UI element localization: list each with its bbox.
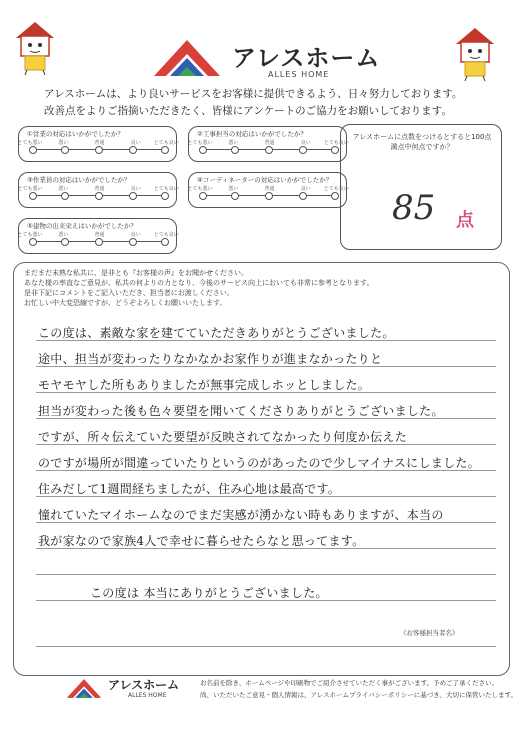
rating-option[interactable] xyxy=(61,192,69,200)
question-box-1 xyxy=(18,126,177,162)
ruled-line xyxy=(36,574,496,575)
scale-label: とても悪い xyxy=(17,140,43,146)
comment-line: モヤモヤした所もありましたが無事完成しホッとしました。 xyxy=(38,378,371,392)
scale-label: とても良い xyxy=(153,232,179,238)
score-unit: 点 xyxy=(456,210,474,231)
mascot-left-icon xyxy=(12,18,58,76)
comment-instruction: まだまだ未熟な私共に、是非とも『お客様の声』をお聞かせください。 xyxy=(24,269,248,277)
scale-label: 悪い xyxy=(58,140,69,146)
scale-label: 良い xyxy=(130,186,141,192)
footer-text-1: お名前を除き、ホームページや印刷物でご紹介させていただく事がございます。予めご了承ください。 xyxy=(200,679,499,687)
question-box-3 xyxy=(18,172,177,208)
question-label: ③作業員の対応はいかがでしたか？ xyxy=(27,176,131,184)
rating-scale[interactable] xyxy=(187,140,349,159)
scale-label: とても良い xyxy=(153,186,179,192)
scale-label: 普通 xyxy=(94,140,105,146)
rating-option[interactable] xyxy=(331,192,339,200)
comment-instruction: あなた様の率直なご意見が、私共の何よりの力となり、今後のサービス向上においても非常に参考となります。 xyxy=(24,279,374,287)
footer-text-2: 尚、いただいたご意見・個人情報は、アレスホームプライバシーポリシーに基づき、大切に保管いたします。 xyxy=(200,691,517,699)
brand-sub: ALLES HOME xyxy=(268,70,330,79)
rating-option[interactable] xyxy=(231,192,239,200)
scale-label: とても悪い xyxy=(17,186,43,192)
scale-label: とても悪い xyxy=(187,186,213,192)
scale-label: 悪い xyxy=(58,232,69,238)
rating-option[interactable] xyxy=(61,146,69,154)
rating-option[interactable] xyxy=(129,146,137,154)
question-label: ⑤建物の出来栄えはいかがでしたか？ xyxy=(27,222,137,230)
rating-scale[interactable] xyxy=(17,186,179,205)
rating-option[interactable] xyxy=(95,192,103,200)
rating-option[interactable] xyxy=(199,146,207,154)
signature-label: 《お客様担当者名》 xyxy=(400,629,459,637)
intro-line-1: アレスホームは、より良いサービスをお客様に提供できるよう、日々努力しております。 xyxy=(44,88,463,100)
question-box-2 xyxy=(188,126,347,162)
footer-brand-sub: ALLES HOME xyxy=(128,692,167,699)
comment-line: 担当が変わった後も色々要望を聞いてくださりありがとうございました。 xyxy=(38,404,444,418)
comment-line: 憧れていたマイホームなのでまだ実感が湧かない時もありますが、本当の xyxy=(38,508,444,522)
footer-brand-name: アレスホーム xyxy=(108,678,180,692)
rating-option[interactable] xyxy=(29,192,37,200)
question-box-4 xyxy=(188,172,347,208)
comment-line: ですが、所々伝えていた要望が反映されてなかったり何度か伝えた xyxy=(38,430,408,444)
scale-label: 良い xyxy=(300,140,311,146)
rating-option[interactable] xyxy=(95,146,103,154)
scale-label: 普通 xyxy=(94,232,105,238)
rating-option[interactable] xyxy=(95,238,103,246)
comment-instruction: 是非下記にコメントをご記入いただき、担当者にお渡しください。 xyxy=(24,289,234,297)
rating-option[interactable] xyxy=(161,146,169,154)
rating-scale[interactable] xyxy=(17,232,179,251)
signature-line xyxy=(36,646,496,647)
score-value[interactable]: 85 xyxy=(392,188,436,228)
scale-label: 普通 xyxy=(94,186,105,192)
scale-label: とても良い xyxy=(323,186,349,192)
question-label: ④コーディネーターの対応はいかがでしたか？ xyxy=(197,176,333,184)
rating-option[interactable] xyxy=(299,192,307,200)
comment-line: のですが場所が間違っていたりというのがあったので少しマイナスにしました。 xyxy=(38,456,480,470)
comment-line: この度は 本当にありがとうございました。 xyxy=(90,586,328,600)
rating-scale[interactable] xyxy=(17,140,179,159)
rating-option[interactable] xyxy=(299,146,307,154)
comment-line: この度は、素敵な家を建てていただきありがとうございました。 xyxy=(38,326,395,340)
scale-label: 良い xyxy=(130,232,141,238)
rating-option[interactable] xyxy=(29,146,37,154)
scale-label: 良い xyxy=(130,140,141,146)
mascot-right-icon xyxy=(452,24,498,82)
brand-logo-icon xyxy=(150,34,224,80)
scale-label: 悪い xyxy=(58,186,69,192)
rating-option[interactable] xyxy=(129,238,137,246)
rating-option[interactable] xyxy=(265,192,273,200)
rating-option[interactable] xyxy=(161,192,169,200)
comment-line: 我が家なので家族4人で幸せに暮らせたらなと思ってます。 xyxy=(38,534,365,548)
rating-option[interactable] xyxy=(129,192,137,200)
scale-label: 良い xyxy=(300,186,311,192)
rating-option[interactable] xyxy=(29,238,37,246)
rating-scale[interactable] xyxy=(187,186,349,205)
rating-option[interactable] xyxy=(161,238,169,246)
scale-label: 普通 xyxy=(264,186,275,192)
scale-label: 普通 xyxy=(264,140,275,146)
scale-label: とても良い xyxy=(323,140,349,146)
scale-label: 悪い xyxy=(228,186,239,192)
rating-option[interactable] xyxy=(199,192,207,200)
question-box-5 xyxy=(18,218,177,254)
rating-option[interactable] xyxy=(265,146,273,154)
question-label: ②工事担当の対応はいかがでしたか？ xyxy=(197,130,307,138)
brand-name: アレスホーム xyxy=(232,44,381,72)
scale-label: 悪い xyxy=(228,140,239,146)
rating-option[interactable] xyxy=(231,146,239,154)
rating-option[interactable] xyxy=(61,238,69,246)
scale-label: とても良い xyxy=(153,140,179,146)
footer-logo-icon xyxy=(64,676,104,700)
scale-label: とても悪い xyxy=(17,232,43,238)
comment-line: 住みだして1週間経ちましたが、住み心地は最高です。 xyxy=(38,482,341,496)
comment-instruction: お忙しい中大変恐縮ですが、どうぞよろしくお願いいたします。 xyxy=(24,299,227,307)
rating-option[interactable] xyxy=(331,146,339,154)
score-question: アレスホームに点数をつけるとすると100点満点中何点ですか？ xyxy=(352,133,492,151)
comment-line: 途中、担当が変わったりなかなかお家作りが進まなかったりと xyxy=(38,352,383,366)
intro-line-2: 改善点をよりご指摘いただきたく、皆様にアンケートのご協力をお願いしております。 xyxy=(44,105,452,117)
scale-label: とても悪い xyxy=(187,140,213,146)
question-label: ①営業の対応はいかがでしたか？ xyxy=(27,130,124,138)
